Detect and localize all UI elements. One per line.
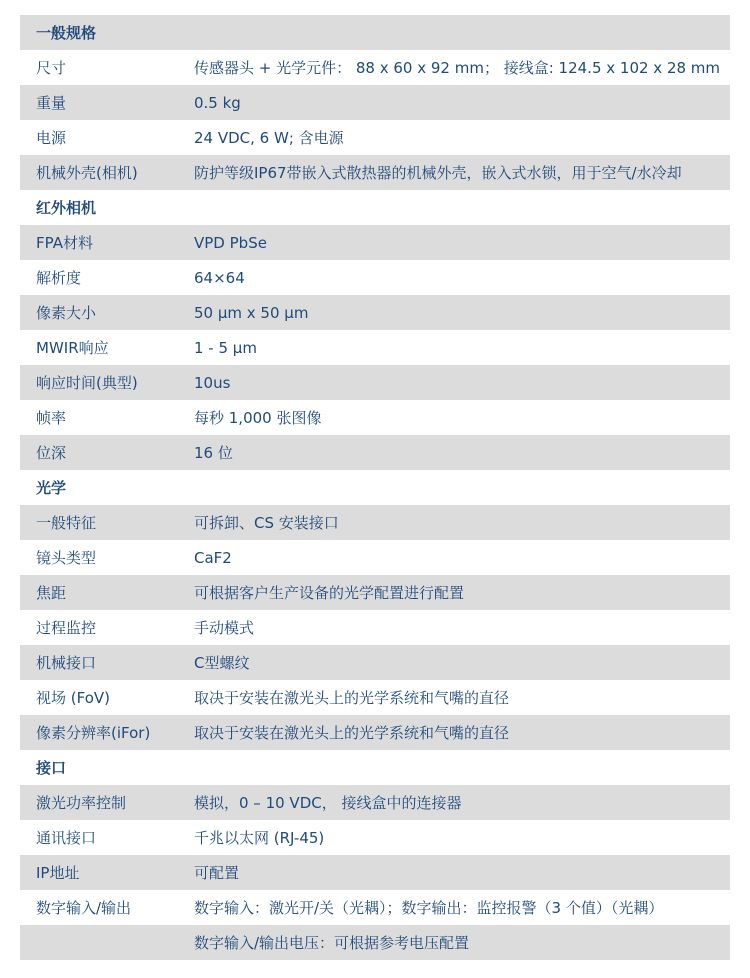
spec-value: 10us [194, 373, 231, 392]
spec-label: 视场 (FoV) [36, 689, 111, 707]
spec-row [20, 400, 730, 435]
spec-row [20, 610, 730, 645]
spec-label: 数字输入/输出 [36, 899, 132, 917]
section-header-interface [20, 750, 730, 785]
spec-value: 可配置 [194, 864, 240, 882]
spec-row [20, 120, 730, 155]
spec-value: 防护等级IP67带嵌入式散热器的机械外壳，嵌入式水锁，用于空气/水冷却 [194, 164, 682, 182]
spec-value: 取决于安装在激光头上的光学系统和气嘴的直径 [194, 724, 510, 742]
section-title: 接口 [36, 759, 67, 777]
spec-value: 数字输入：激光开/关（光耦）；数字输出：监控报警（3 个值）（光耦） [194, 899, 664, 917]
spec-row [20, 540, 730, 575]
spec-row [20, 715, 730, 750]
spec-label: 激光功率控制 [36, 794, 127, 812]
spec-row [20, 435, 730, 470]
spec-label: 焦距 [36, 584, 67, 602]
spec-row [20, 330, 730, 365]
spec-label: FPA材料 [36, 234, 93, 252]
spec-row [20, 785, 730, 820]
spec-label: 解析度 [36, 269, 82, 287]
spec-value: 可拆卸、CS 安装接口 [194, 514, 339, 532]
spec-label: 过程监控 [36, 619, 97, 637]
spec-value: 每秒 1,000 张图像 [194, 409, 322, 427]
spec-value: 数字输入/输出电压：可根据参考电压配置 [194, 934, 470, 952]
spec-row [20, 505, 730, 540]
section-header-general [20, 15, 730, 50]
spec-value: 64×64 [194, 268, 245, 287]
spec-row [20, 855, 730, 890]
spec-row [20, 645, 730, 680]
spec-row [20, 925, 730, 960]
spec-value: 千兆以太网 (RJ-45) [194, 829, 325, 847]
section-title: 一般规格 [36, 24, 97, 42]
spec-value: 手动模式 [194, 619, 255, 637]
spec-row [20, 155, 730, 190]
spec-row [20, 575, 730, 610]
spec-label: 位深 [36, 444, 67, 462]
spec-value: 16 位 [194, 444, 233, 462]
section-header-ir-camera [20, 190, 730, 225]
spec-value: 模拟，0 – 10 VDC， 接线盒中的连接器 [194, 794, 462, 812]
spec-row [20, 85, 730, 120]
spec-label: 帧率 [36, 409, 67, 427]
spec-row [20, 295, 730, 330]
spec-row [20, 820, 730, 855]
spec-row [20, 680, 730, 715]
spec-row [20, 365, 730, 400]
section-title: 光学 [36, 479, 67, 497]
spec-label: 一般特征 [36, 514, 97, 532]
spec-label: 镜头类型 [36, 549, 97, 567]
spec-label: MWIR响应 [36, 339, 109, 357]
spec-row [20, 225, 730, 260]
spec-table [20, 15, 730, 960]
spec-value: CaF2 [194, 548, 232, 567]
spec-value: 0.5 kg [194, 93, 241, 112]
spec-label: 机械接口 [36, 654, 97, 672]
spec-label: 电源 [36, 129, 67, 147]
spec-label: IP地址 [36, 864, 80, 882]
spec-value: 可根据客户生产设备的光学配置进行配置 [194, 584, 465, 602]
spec-value: 取决于安装在激光头上的光学系统和气嘴的直径 [194, 689, 510, 707]
spec-label: 机械外壳(相机) [36, 164, 138, 182]
spec-row [20, 260, 730, 295]
section-header-optics [20, 470, 730, 505]
spec-label: 通讯接口 [36, 829, 97, 847]
spec-value: 传感器头 + 光学元件： 88 x 60 x 92 mm； 接线盒: 124.5 x 102 x 28 mm [194, 59, 721, 77]
spec-row [20, 50, 730, 85]
spec-label: 重量 [36, 94, 67, 112]
spec-value: C型螺纹 [194, 654, 250, 672]
spec-label: 尺寸 [36, 59, 67, 77]
spec-value: 50 µm x 50 µm [194, 303, 309, 322]
section-title: 红外相机 [36, 199, 97, 217]
spec-label: 像素分辨率(iFor) [36, 724, 151, 742]
spec-value: 24 VDC, 6 W; 含电源 [194, 129, 344, 147]
spec-label: 响应时间(典型) [36, 374, 138, 392]
spec-row [20, 890, 730, 925]
spec-value: VPD PbSe [194, 233, 267, 252]
spec-value: 1 - 5 µm [194, 338, 257, 357]
spec-label: 像素大小 [36, 304, 97, 322]
